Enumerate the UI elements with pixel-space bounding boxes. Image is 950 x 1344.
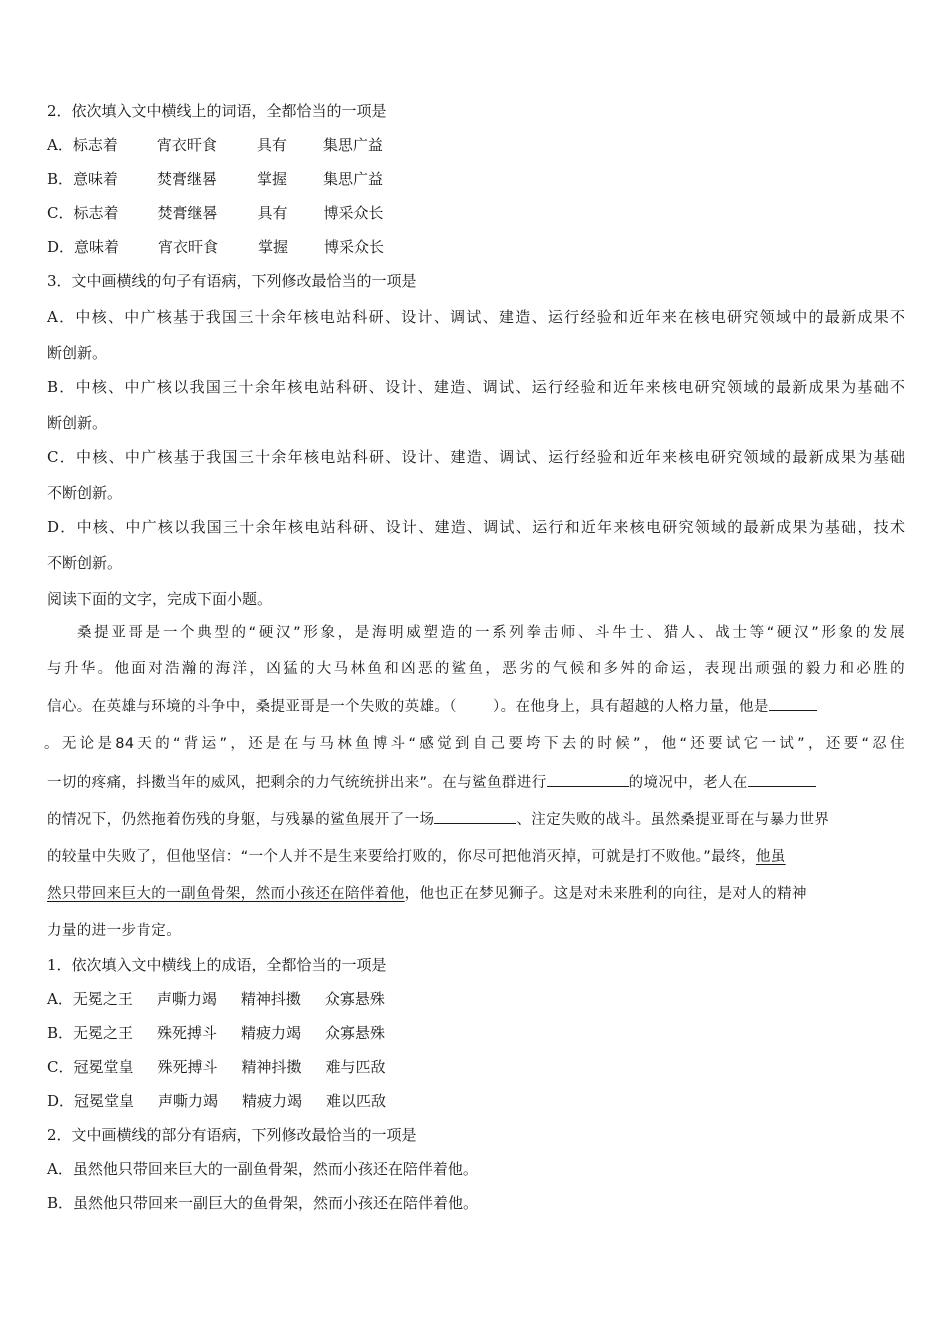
q3-option-d[interactable]: D．中核、中广核以我国三十余年核电站科研、设计、建造、调试、运行和近年来核电研究领域的最新成果为基础，技术: [47, 518, 905, 536]
passage-line: 与升华。他面对浩瀚的海洋，凶猛的大马林鱼和凶恶的鲨鱼，恶劣的气候和多舛的命运，表现出顽强的毅力和必胜的: [47, 661, 905, 677]
question-3-stem: 3．文中画横线的句子有语病，下列修改最恰当的一项是: [47, 272, 417, 290]
question-2-stem: 2．依次填入文中横线上的词语，全都恰当的一项是: [47, 102, 387, 120]
option-word: 集思广益: [322, 136, 383, 154]
option-word: 集思广益: [323, 170, 384, 188]
option-word: 精疲力竭: [241, 1024, 302, 1042]
q2b-option-a[interactable]: A．虽然他只带回来巨大的一副鱼骨架，然而小孩还在陪伴着他。: [47, 1160, 478, 1178]
passage-text: 的较量中失败了，但他坚信：“一个人并不是生来要给打败的，你尽可把他消灭掉，可就是打不败他。”最终，: [47, 849, 756, 865]
option-word: 精神抖擞: [241, 1058, 302, 1076]
q1-option-c[interactable]: [47, 1056, 386, 1078]
fill-blank: [748, 771, 816, 787]
option-label: B．: [47, 170, 74, 188]
option-word: 殊死搏斗: [157, 1058, 218, 1076]
fill-blank: [547, 771, 629, 787]
option-word: 标志着: [72, 136, 118, 154]
option-word: 宵衣旰食: [156, 136, 217, 154]
passage-text: 一切的疼痛，抖擞当年的威风，把剩余的力气统统拼出来”。在与鲨鱼群进行: [47, 775, 547, 791]
underlined-sentence: 他虽: [755, 849, 786, 865]
option-word: 冠冕堂皇: [73, 1058, 134, 1076]
q3-option-c[interactable]: C．中核、中广核基于我国三十余年核电站科研、设计、建造、调试、运行经验和近年来核电研究领域的最新成果为基础: [47, 448, 905, 466]
question-1-stem: 1．依次填入文中横线上的成语，全都恰当的一项是: [47, 956, 387, 974]
passage-line: [47, 695, 817, 718]
passage-text: 、注定失败的战斗。虽然桑提亚哥在与暴力世界: [516, 812, 830, 828]
option-word: 声嘶力竭: [156, 990, 217, 1008]
fill-blank: [769, 695, 817, 711]
option-word: 具有: [256, 136, 287, 154]
q3-option-d-cont: 不断创新。: [47, 554, 123, 572]
passage-line: [47, 808, 829, 831]
underlined-sentence: 然只带回来巨大的一副鱼骨架，然而小孩还在陪伴着他: [47, 886, 405, 902]
reading-intro: 阅读下面的文字，完成下面小题。: [47, 590, 273, 608]
option-word: 声嘶力竭: [158, 1092, 219, 1110]
option-label: B．: [47, 1024, 74, 1042]
option-word: 掌握: [257, 170, 288, 188]
option-word: 焚膏继晷: [157, 170, 218, 188]
q3-option-a[interactable]: A．中核、中广核基于我国三十余年核电站科研、设计、调试、建造、运行经验和近年来在核电研究领域中的最新成果不: [47, 308, 905, 326]
q3-option-a-cont: 断创新。: [47, 344, 108, 362]
passage-text: 信心。在英雄与环境的斗争中，桑提亚哥是一个失败的英雄。（: [47, 699, 457, 715]
option-word: 众寡悬殊: [325, 1024, 386, 1042]
option-label: A．: [47, 990, 73, 1008]
passage-line: 。无论是84天的“背运”，还是在与马林鱼博斗“感觉到自己要垮下去的时候”，他“还要试它一试”，还要“忍住: [44, 736, 905, 752]
option-word: 标志着: [73, 204, 119, 222]
passage-text: 的境况中，老人在: [628, 775, 748, 791]
option-label: D．: [47, 1092, 75, 1110]
option-word: 宵衣旰食: [158, 238, 219, 256]
option-word: 博采众长: [323, 204, 384, 222]
option-word: 焚膏继晷: [157, 204, 218, 222]
q1-option-a[interactable]: [47, 988, 385, 1010]
passage-line: [47, 771, 816, 794]
option-word: 众寡悬殊: [324, 990, 385, 1008]
passage-line: [47, 846, 786, 868]
option-word: 意味着: [73, 170, 119, 188]
option-label: A．: [47, 136, 73, 154]
q1-option-b[interactable]: [47, 1022, 385, 1044]
option-word: 意味着: [74, 238, 120, 256]
passage-text: 的情况下，仍然拖着伤残的身躯，与残暴的鲨鱼展开了一场: [47, 812, 435, 828]
passage-text: ，他也正在梦见狮子。这是对未来胜利的向往，是对人的精神: [404, 886, 807, 902]
option-word: 具有: [257, 204, 288, 222]
option-word: 精疲力竭: [242, 1092, 303, 1110]
option-word: 博采众长: [324, 238, 385, 256]
option-word: 冠冕堂皇: [74, 1092, 135, 1110]
question-2b-stem: 2．文中画横线的部分有语病，下列修改最恰当的一项是: [47, 1126, 417, 1144]
q2-option-d[interactable]: [47, 236, 384, 258]
option-word: 难以匹敌: [326, 1092, 387, 1110]
q3-option-b-cont: 断创新。: [47, 414, 108, 432]
passage-text: ）。在他身上，具有超越的人格力量，他是: [492, 699, 769, 715]
q3-option-c-cont: 不断创新。: [47, 484, 123, 502]
q2-option-c[interactable]: [47, 202, 384, 224]
q2b-option-b[interactable]: B．虽然他只带回来一副巨大的鱼骨架，然而小孩还在陪伴着他。: [47, 1194, 479, 1212]
q3-option-b[interactable]: B．中核、中广核以我国三十余年核电站科研、设计、建造、调试、运行经验和近年来核电研究领域的最新成果为基础不: [47, 378, 905, 396]
option-word: 殊死搏斗: [157, 1024, 218, 1042]
q1-option-d[interactable]: [47, 1090, 386, 1112]
option-word: 无冕之王: [73, 1024, 134, 1042]
option-label: C．: [47, 1058, 74, 1076]
option-label: C．: [47, 204, 74, 222]
option-word: 掌握: [258, 238, 289, 256]
q2-option-b[interactable]: [47, 168, 383, 190]
passage-line: [47, 883, 807, 905]
passage-line: 力量的进一步肯定。: [47, 923, 182, 939]
q2-option-a[interactable]: [47, 134, 383, 156]
option-word: 精神抖擞: [240, 990, 301, 1008]
option-word: 无冕之王: [72, 990, 133, 1008]
option-word: 难与匹敌: [325, 1058, 386, 1076]
passage-line: 桑提亚哥是一个典型的“硬汉”形象，是海明威塑造的一系列拳击师、斗牛士、猎人、战士等“硬汉”形象的发展: [77, 625, 905, 641]
fill-blank: [434, 808, 516, 824]
option-label: D．: [47, 238, 75, 256]
